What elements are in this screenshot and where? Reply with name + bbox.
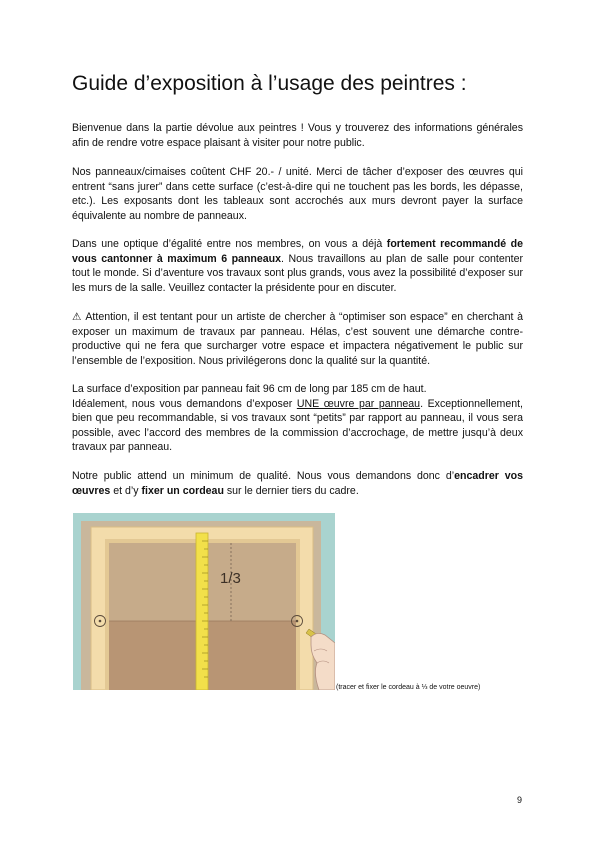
- ruler: [196, 533, 208, 690]
- surface-text-a: Idéalement, nous vous demandons d’exposer: [72, 397, 297, 410]
- surface-text-b: . Exceptionnellement, bien que peu recommandable, si vos travaux sont “petits” par rapport au panneau, il vous sera possible, avec l’accord des membres de la commission d’accrochage, de mettre jusqu’à deux travaux par panneau.: [72, 397, 523, 454]
- image-caption: (tracer et fixer le cordeau à ⅓ de votre oeuvre): [336, 684, 481, 691]
- surface-dimensions-line: La surface d’exposition par panneau fait 96 cm de long par 185 cm de haut.: [72, 383, 427, 395]
- panel-limit-emphasis: fortement recommandé de vous cantonner à maximum 6 panneaux: [72, 238, 524, 265]
- panel-limit-text-c: . Nous travaillons au plan de salle pour contenter tout le monde. Si d’aventure vos travaux sont plus grands, vous avez la possibilité d’exposer sur les murs de la salle. Veuillez contacter la présidente pour en discuter.: [72, 252, 523, 294]
- page-title: Guide d’exposition à l’usage des peintres :: [72, 72, 467, 95]
- panel-limit-text-a: Dans une optique d’égalité entre nos membres, on vous a déjà: [72, 238, 387, 250]
- quality-text-a: Notre public attend un minimum de qualité. Nous vous demandons donc d’: [72, 470, 455, 482]
- quality-text-e: sur le dernier tiers du cadre.: [223, 484, 359, 497]
- fraction-label: 1/3: [220, 570, 241, 587]
- panel-limit-paragraph: [72, 237, 523, 295]
- intro-paragraph: Bienvenue dans la partie dévolue aux peintres ! Vous y trouverez des informations générales afin de rendre votre espace plaisant à visiter pour notre public.: [72, 122, 523, 149]
- frame-works-emphasis: encadrer vos œuvres: [72, 470, 523, 497]
- one-work-per-panel-underlined: UNE œuvre par panneau: [296, 397, 421, 410]
- right-screw-eye-center: [296, 620, 299, 623]
- quality-text-c: et d’y: [110, 484, 142, 497]
- warning-paragraph: ⚠ Attention, il est tentant pour un artiste de chercher à “optimiser son espace” en cherchant à exposer un maximum de travaux par panneau. Hélas, c’est souvent une démarche contre-productive qui ne fera que surcharger votre espace et impactera négativement le public sur l’ensemble de l’exposition. Nous privilégerons donc la qualité sur la quantité.: [72, 311, 523, 367]
- pricing-paragraph: Nos panneaux/cimaises coûtent CHF 20.- / unité. Merci de tâcher d’exposer des œuvres qui entrent “sans jurer” dans cette surface (c’est-à-dire qui ne touchent pas les bords, les dépasse, etc.). Les exposants dont les tableaux sont accrochés aux murs devront payer la surface équivalente au nombre de panneaux.: [72, 166, 523, 222]
- frame-cord-illustration: [73, 513, 335, 690]
- quality-paragraph: [72, 469, 523, 498]
- left-screw-eye-center: [99, 620, 102, 623]
- page-number: 9: [517, 795, 523, 805]
- surface-paragraph: [72, 382, 523, 455]
- fix-cord-emphasis: fixer un cordeau: [141, 484, 224, 497]
